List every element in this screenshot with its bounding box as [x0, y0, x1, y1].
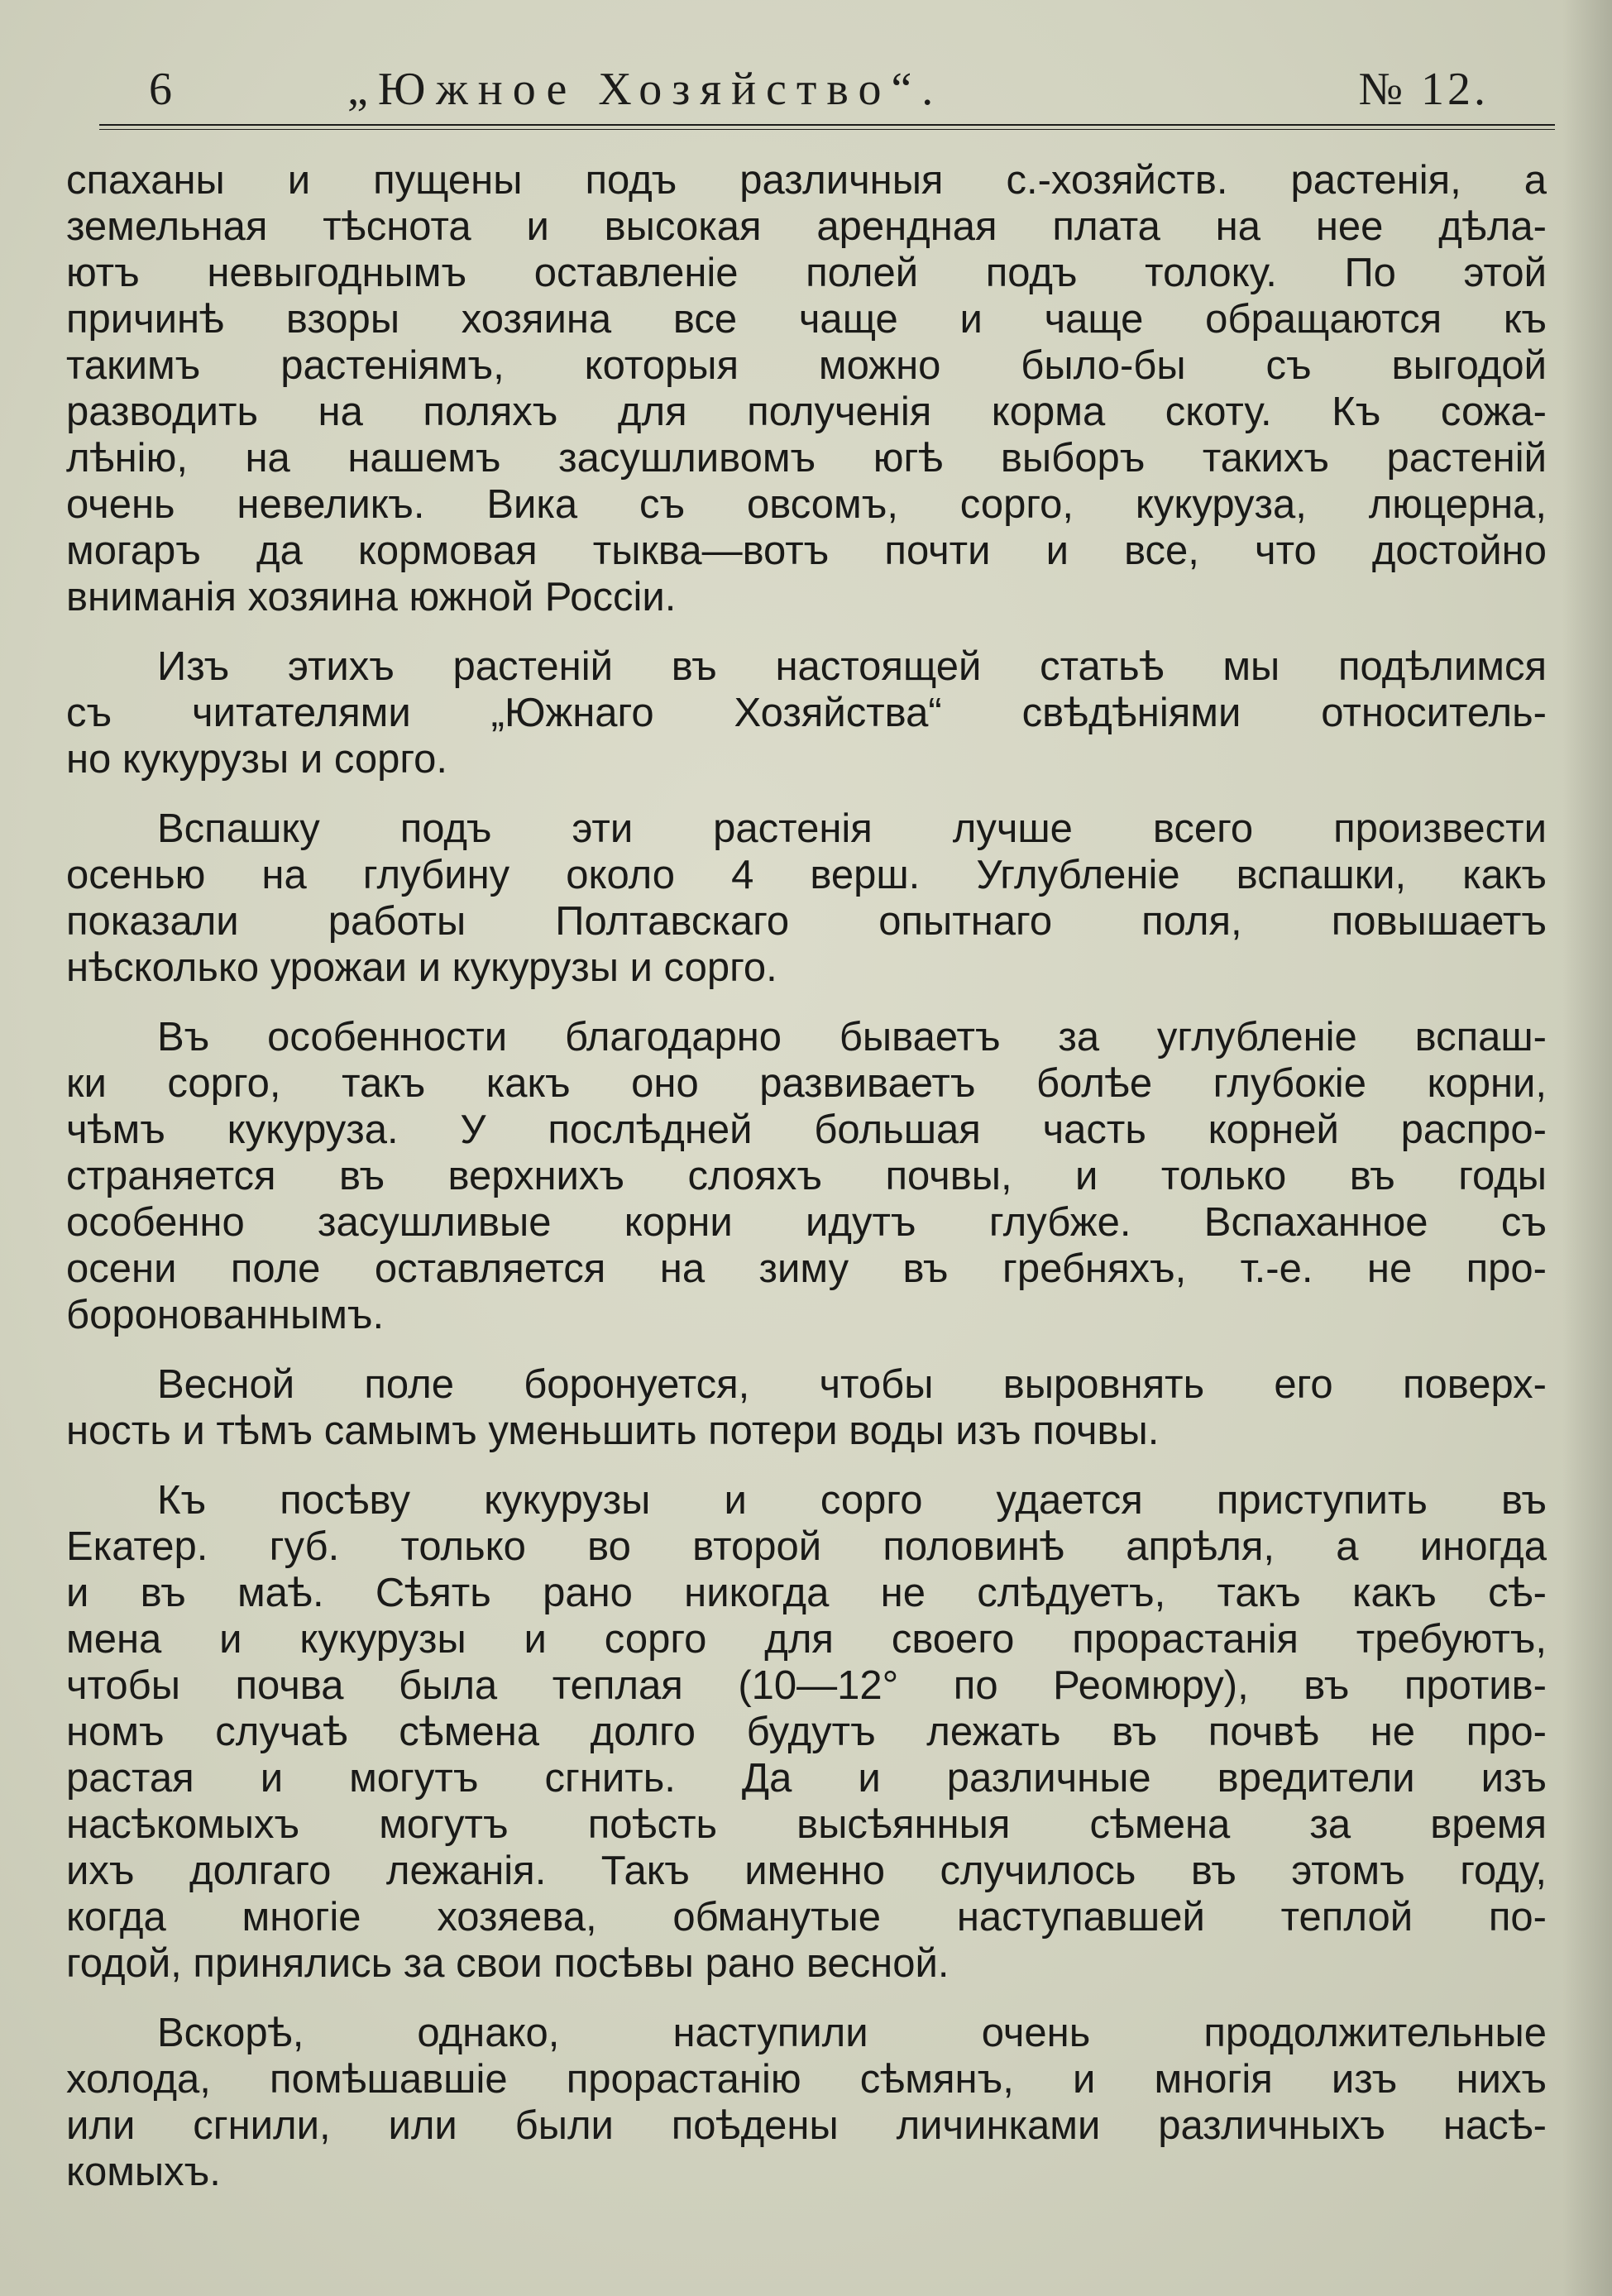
- text-line: ихъ долгаго лежанія. Такъ именно случилось въ этомъ году,: [66, 1849, 1547, 1893]
- text-line: чѣмъ кукуруза. У послѣдней большая часть корней распро-: [66, 1107, 1547, 1152]
- page-edge-shadow: [1562, 0, 1612, 2296]
- text-line: холода, помѣшавшіе прорастанію сѣмянъ, и многія изъ нихъ: [66, 2057, 1547, 2102]
- text-line: съ читателями „Южнаго Хозяйства“ свѣдѣніями относитель-: [66, 691, 1547, 735]
- text-line: очень невеликъ. Вика съ овсомъ, сорго, кукуруза, люцерна,: [66, 482, 1547, 527]
- text-line: ютъ невыгоднымъ оставленіе полей подъ толоку. По этой: [66, 251, 1547, 295]
- text-line: Екатер. губ. только во второй половинѣ апрѣля, а иногда: [66, 1524, 1547, 1569]
- text-line: Изъ этихъ растеній въ настоящей статьѣ мы подѣлимся: [157, 644, 1547, 689]
- text-line: чтобы почва была теплая (10—12° по Реомюру), въ против-: [66, 1663, 1547, 1708]
- text-line: Вспашку подъ эти растенія лучше всего произвести: [157, 806, 1547, 851]
- paragraph: [66, 643, 1547, 782]
- text-line: показали работы Полтавскаго опытнаго поля, повышаетъ: [66, 899, 1547, 944]
- running-header: [99, 58, 1538, 124]
- issue-number: № 12.: [1358, 64, 1489, 115]
- text-line: ки сорго, такъ какъ оно развиваетъ болѣе глубокіе корни,: [66, 1061, 1547, 1106]
- text-line: но кукурузы и сорго.: [66, 737, 448, 782]
- text-line: страняется въ верхнихъ слояхъ почвы, и только въ годы: [66, 1154, 1547, 1198]
- text-line: особенно засушливые корни идутъ глубже. Вспаханное съ: [66, 1200, 1547, 1245]
- paragraph: [66, 1361, 1547, 1454]
- text-line: спаханы и пущены подъ различныя с.-хозяйств. растенія, а: [66, 158, 1547, 203]
- page-number: 6: [149, 64, 172, 115]
- text-line: годой, принялись за свои посѣвы рано весной.: [66, 1941, 950, 1986]
- text-line: такимъ растеніямъ, которыя можно было-бы съ выгодой: [66, 343, 1547, 388]
- text-line: Вскорѣ, однако, наступили очень продолжительные: [157, 2011, 1547, 2055]
- text-line: нѣсколько урожаи и кукурузы и сорго.: [66, 945, 777, 990]
- text-line: земельная тѣснота и высокая арендная плата на нее дѣла-: [66, 204, 1547, 249]
- paragraph: [66, 1014, 1547, 1338]
- text-line: Въ особенности благодарно бываетъ за углубленіе вспаш-: [157, 1015, 1547, 1060]
- text-line: лѣнію, на нашемъ засушливомъ югѣ выборъ такихъ растеній: [66, 436, 1547, 481]
- paragraph: [66, 806, 1547, 991]
- paragraph: [66, 157, 1547, 620]
- text-line: насѣкомыхъ могутъ поѣсть высѣянныя сѣмена за время: [66, 1802, 1547, 1847]
- text-line: вниманія хозяина южной Россіи.: [66, 575, 677, 619]
- text-line: номъ случаѣ сѣмена долго будутъ лежать въ почвѣ не про-: [66, 1710, 1547, 1754]
- text-line: Къ посѣву кукурузы и сорго удается приступить въ: [157, 1478, 1547, 1523]
- text-line: и въ маѣ. Сѣять рано никогда не слѣдуетъ, такъ какъ сѣ-: [66, 1571, 1547, 1615]
- article-body: [66, 157, 1547, 2218]
- text-line: ность и тѣмъ самымъ уменьшить потери воды изъ почвы.: [66, 1409, 1160, 1453]
- text-line: растая и могутъ сгнить. Да и различные вредители изъ: [66, 1756, 1547, 1801]
- text-line: боронованнымъ.: [66, 1293, 385, 1337]
- text-line: могаръ да кормовая тыква—вотъ почти и все, что достойно: [66, 529, 1547, 573]
- paragraph: [66, 2010, 1547, 2195]
- text-line: мена и кукурузы и сорго для своего прорастанія требуютъ,: [66, 1617, 1547, 1662]
- text-line: когда многіе хозяева, обманутые наступавшей теплой по-: [66, 1895, 1547, 1940]
- text-line: разводить на поляхъ для полученія корма скоту. Къ сожа-: [66, 390, 1547, 434]
- text-line: осенью на глубину около 4 верш. Углубленіе вспашки, какъ: [66, 853, 1547, 897]
- text-line: Весной поле боронуется, чтобы выровнять его поверх-: [157, 1362, 1547, 1407]
- text-line: комыхъ.: [66, 2150, 221, 2194]
- text-line: осени поле оставляется на зиму въ гребняхъ, т.-е. не про-: [66, 1246, 1547, 1291]
- text-line: или сгнили, или были поѣдены личинками различныхъ насѣ-: [66, 2103, 1547, 2148]
- paragraph: [66, 1477, 1547, 1987]
- journal-title: „Южное Хозяйство“.: [347, 64, 944, 115]
- header-rule: [99, 124, 1555, 130]
- text-line: причинѣ взоры хозяина все чаще и чаще обращаются къ: [66, 297, 1547, 342]
